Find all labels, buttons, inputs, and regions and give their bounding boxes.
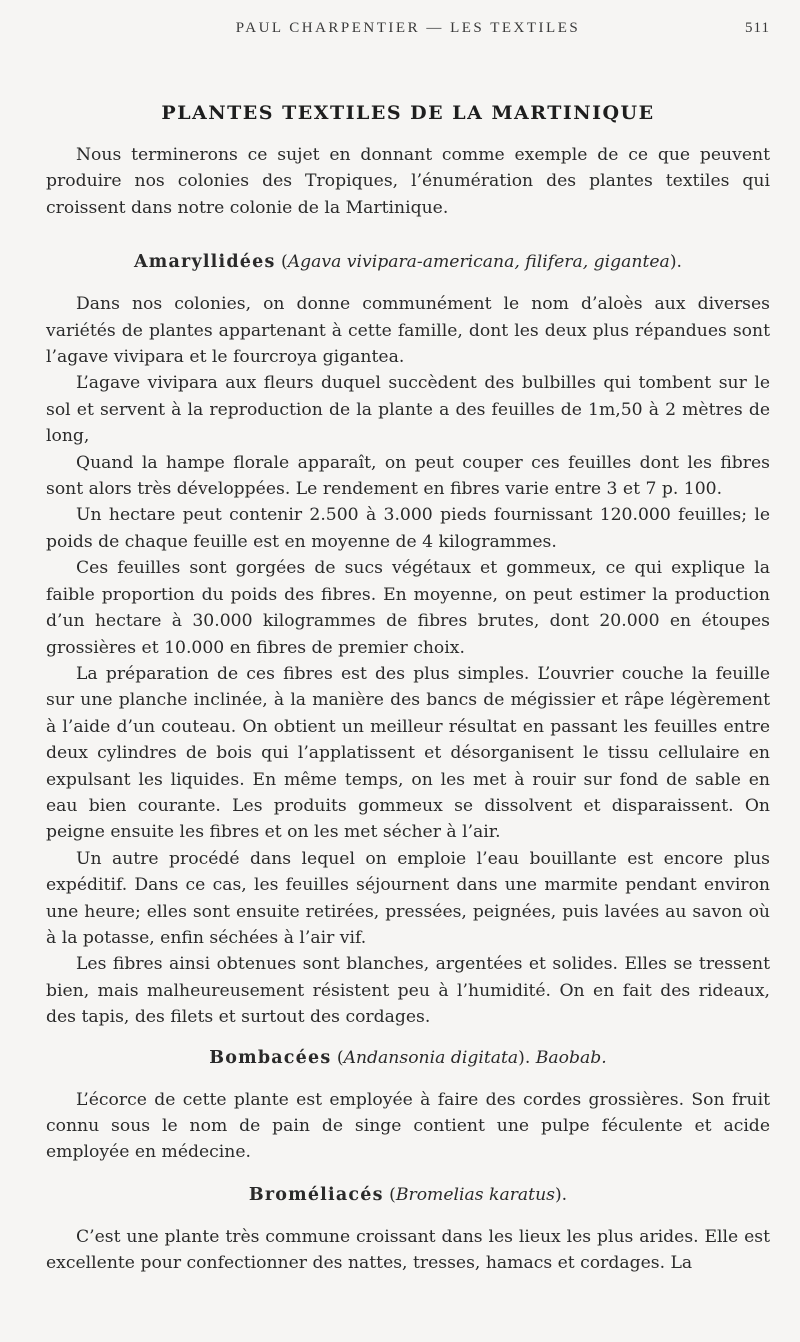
book-page [46,18,770,1277]
page-number: 511 [745,20,770,36]
subheading-amaryllidees: Amaryllidées (Agava vivipara-americana, filifera, gigantea). [134,252,682,273]
latin-name: Andansonia digitata [343,1047,519,1068]
paragraph: Les fibres ainsi obtenues sont blanches, argentées et solides. Elles se tressent bien, mais malheureusement résistent peu à l’humidité. On en fait des rideaux, des tapis, des filets et surtout des cordages. [46,954,770,1028]
latin-name: Bromelias karatus [395,1184,555,1205]
paragraph: C’est une plante très commune croissant dans les lieux les plus arides. Elle est excellente pour confectionner des nattes, tresses, hamacs et cordages. La [46,1226,770,1274]
paragraph: Dans nos colonies, on donne communément le nom d’aloès aux diverses variétés de plantes appartenant à cette famille, dont les deux plus répandues sont l’agave vivipara et le fourcroya gigantea. [46,294,770,368]
subheading-bromeliaces: Broméliacés (Bromelias karatus). [248,1184,568,1205]
running-head [46,18,770,46]
paragraph: L’écorce de cette plante est employée à faire des cordes grossières. Son fruit connu sous le nom de pain de singe contient une pulpe féculente et acide employée en médecine. [46,1089,770,1163]
family-name: Broméliacés [248,1184,384,1205]
paragraph: Quand la hampe florale apparaît, on peut couper ces feuilles dont les fibres sont alors très développées. Le rendement en fibres varie entre 3 et 7 p. 100. [46,452,770,500]
section-title: PLANTES TEXTILES DE LA MARTINIQUE [161,102,655,124]
family-name: Amaryllidées [134,252,276,273]
paragraph: L’agave vivipara aux fleurs duquel succèdent des bulbilles qui tombent sur le sol et servent à la reproduction de la plante a des feuilles de 1m,50 à 2 mètres de long, [46,373,770,447]
paragraph: Un hectare peut contenir 2.500 à 3.000 pieds fournissant 120.000 feuilles; le poids de chaque feuille est en moyenne de 4 kilogrammes. [46,505,770,552]
latin-name: Agava vivipara-americana, filifera, gigantea [287,252,670,273]
paragraph: Ces feuilles sont gorgées de sucs végétaux et gommeux, ce qui explique la faible proportion du poids des fibres. En moyenne, on peut estimer la production d’un hectare à 30.000 kilogrammes de fibres brutes, dont 20.000 en étoupes grossières et 10.000 en fibres de premier choix. [46,558,770,658]
paragraph: La préparation de ces fibres est des plus simples. L’ouvrier couche la feuille sur une planche inclinée, à la manière des bancs de mégissier et râpe légèrement à l’aide d’un couteau. On obtient un meilleur résultat en passant les feuilles entre deux cylindres de bois qui l’applatissent et désorganisent le tissu cellulaire en expulsant les liquides. En même temps, on les met à rouir sur fond de sable en eau bien courante. Les produits gommeux se dissolvent et disparaissent. On peigne ensuite les fibres et on les met sécher à l’air. [46,663,770,843]
intro-paragraph: Nous terminerons ce sujet en donnant comme exemple de ce que peuvent produire nos colonies des Tropiques, l’énumération des plantes textiles qui croissent dans notre colonie de la Martinique. [46,145,770,218]
subheading-bombacees: Bombacées (Andansonia digitata). Baobab. [209,1047,607,1068]
family-name: Bombacées [209,1047,332,1068]
common-name: Baobab. [535,1047,607,1068]
paragraph: Un autre procédé dans lequel on emploie l’eau bouillante est encore plus expéditif. Dans ce cas, les feuilles séjournent dans une marmite pendant environ une heure; elles sont ensuite retirées, pressées, peignées, puis lavées au savon où à la potasse, enfin séchées à l’air vif. [46,848,770,948]
running-head-text: PAUL CHARPENTIER — LES TEXTILES [235,20,581,36]
